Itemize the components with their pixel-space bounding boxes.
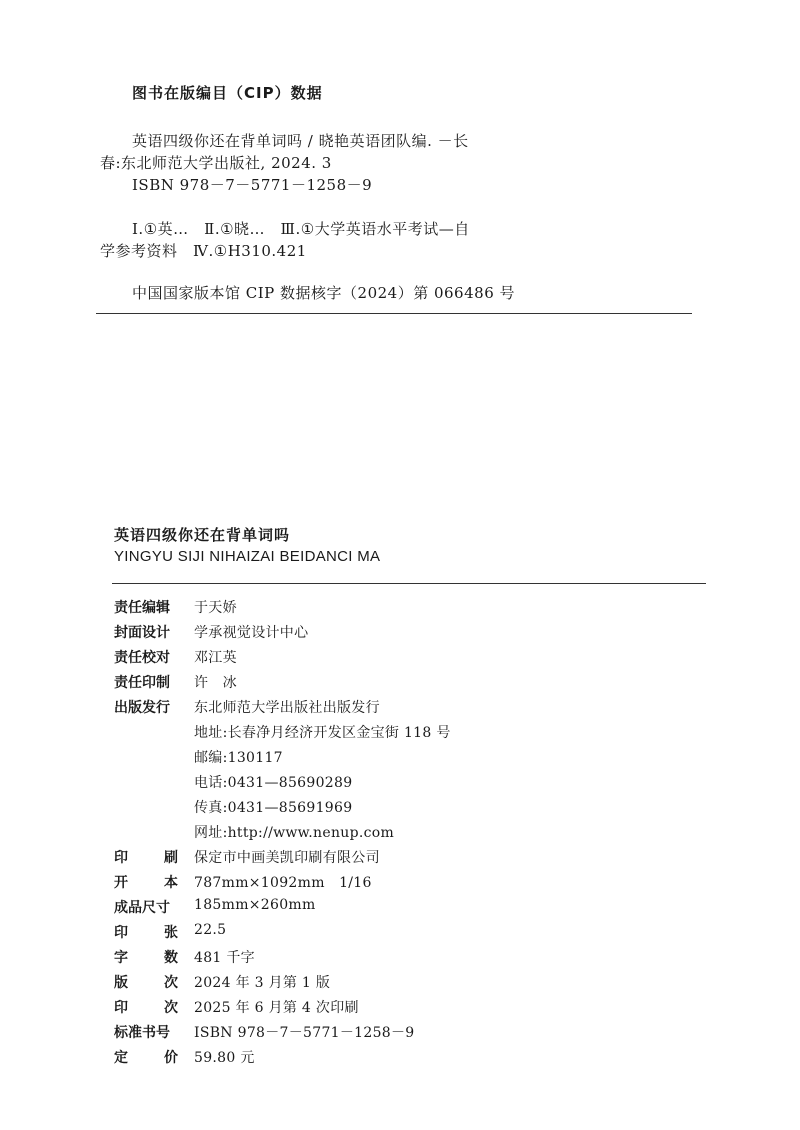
- spec-label: [114, 872, 178, 892]
- spec-value: 59.80 元: [194, 1050, 255, 1066]
- label-char: 价: [164, 1050, 178, 1066]
- spec-label: [114, 847, 178, 867]
- spec-label: 标准书号: [114, 1025, 170, 1041]
- credit-value: 东北师范大学出版社出版发行: [194, 700, 380, 716]
- label-char: 刷: [164, 850, 178, 866]
- credit-label: 责任印制: [114, 675, 170, 691]
- label-char: 印: [114, 1000, 128, 1016]
- book-title-pinyin: YINGYU SIJI NIHAIZAI BEIDANCI MA: [114, 548, 381, 565]
- credit-value: 学承视觉设计中心: [194, 625, 309, 641]
- label-char: 印: [114, 850, 128, 866]
- spec-value: 787mm×1092mm 1/16: [194, 875, 372, 891]
- label-char: 版: [114, 975, 128, 991]
- publisher-postcode: 邮编:130117: [194, 750, 283, 766]
- cip-divider: [96, 313, 692, 314]
- label-char: 开: [114, 875, 128, 891]
- cip-line-publisher: 春:东北师范大学出版社, 2024. 3: [100, 154, 332, 172]
- cip-line-classification: 学参考资料 Ⅳ.①H310.421: [100, 242, 307, 260]
- credit-label: 封面设计: [114, 625, 170, 641]
- publisher-website: 网址:http://www.nenup.com: [194, 825, 395, 841]
- spec-label: [114, 972, 178, 992]
- spec-value: 185mm×260mm: [194, 897, 316, 913]
- label-char: 字: [114, 950, 128, 966]
- label-char: 次: [164, 975, 178, 991]
- credit-label: 责任校对: [114, 650, 170, 666]
- spec-label: [114, 1047, 178, 1067]
- title-divider: [112, 583, 706, 584]
- label-char: 数: [164, 950, 178, 966]
- credit-value: 于天娇: [194, 600, 237, 616]
- spec-value: ISBN 978－7－5771－1258－9: [194, 1025, 415, 1041]
- spec-label: [114, 947, 178, 967]
- spec-label: 成品尺寸: [114, 900, 170, 916]
- cip-heading: 图书在版编目（CIP）数据: [132, 84, 323, 102]
- spec-label: [114, 997, 178, 1017]
- spec-label: [114, 922, 178, 942]
- spec-value: 22.5: [194, 922, 227, 938]
- book-title: 英语四级你还在背单词吗: [114, 526, 291, 544]
- credit-label: 责任编辑: [114, 600, 170, 616]
- spec-value: 保定市中画美凯印刷有限公司: [194, 850, 380, 866]
- credit-label: 出版发行: [114, 700, 170, 716]
- credit-value: 许 冰: [194, 675, 237, 691]
- publisher-fax: 传真:0431—85691969: [194, 800, 353, 816]
- spec-value: 2025 年 6 月第 4 次印刷: [194, 1000, 359, 1016]
- label-char: 张: [164, 925, 178, 941]
- label-char: 本: [164, 875, 178, 891]
- spec-value: 481 千字: [194, 950, 255, 966]
- cip-line-record-number: 中国国家版本馆 CIP 数据核字（2024）第 066486 号: [132, 284, 516, 302]
- label-char: 次: [164, 1000, 178, 1016]
- cip-line-subjects: Ⅰ.①英… Ⅱ.①晓… Ⅲ.①大学英语水平考试—自: [132, 220, 470, 238]
- publisher-address: 地址:长春净月经济开发区金宝街 118 号: [194, 725, 451, 741]
- cip-line-isbn: ISBN 978－7－5771－1258－9: [132, 176, 373, 194]
- publisher-phone: 电话:0431—85690289: [194, 775, 353, 791]
- label-char: 定: [114, 1050, 128, 1066]
- credit-value: 邓江英: [194, 650, 237, 666]
- cip-line-title: 英语四级你还在背单词吗 / 晓艳英语团队编. －长: [132, 132, 469, 150]
- spec-value: 2024 年 3 月第 1 版: [194, 975, 331, 991]
- label-char: 印: [114, 925, 128, 941]
